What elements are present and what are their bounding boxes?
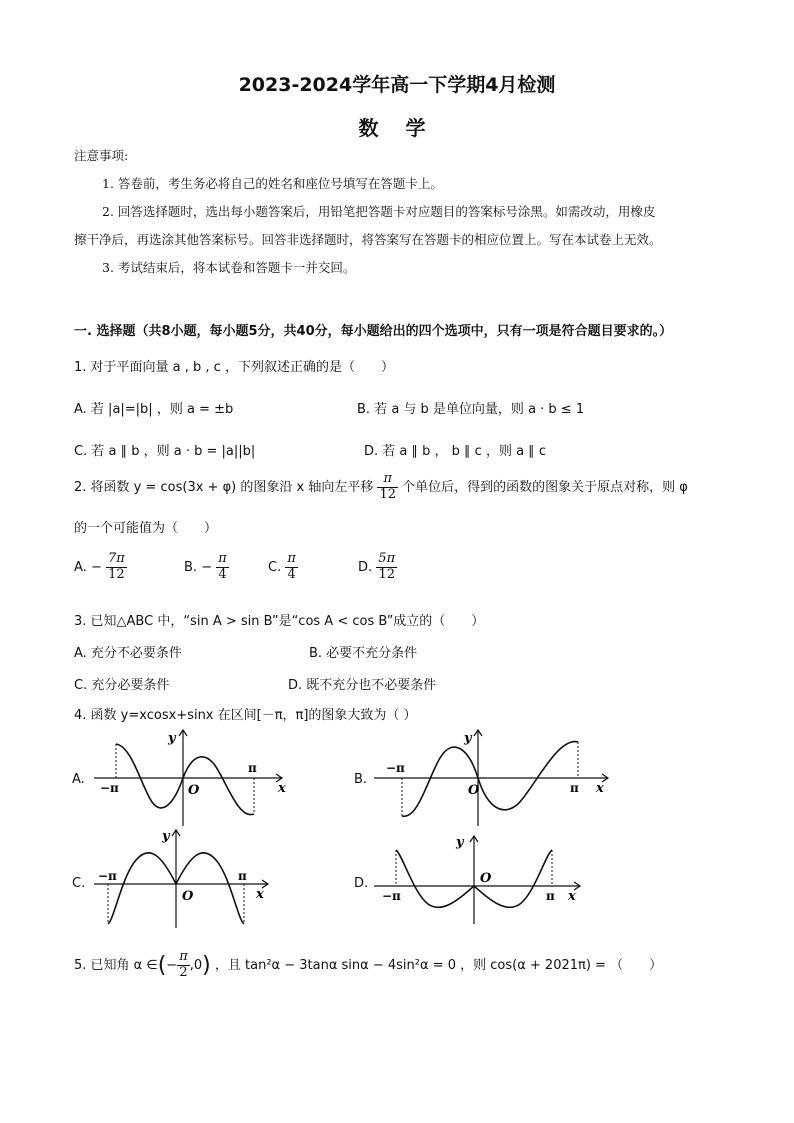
q3-stem: 3. 已知△ABC 中，“sin A > sin B”是“cos A < cos B”成立的（ ）: [74, 614, 485, 629]
graph-c-origin: O: [182, 889, 194, 904]
graph-b-y-label: y: [464, 731, 472, 746]
notice-item-3: 3. 考试结束后，将本试卷和答题卡一并交回。: [102, 260, 356, 275]
subject-title: 数 学: [358, 116, 436, 140]
graph-a-pos-pi: π: [248, 761, 257, 775]
graph-b-pos-pi: π: [570, 781, 579, 795]
q2-d-fraction: [376, 552, 397, 583]
q2-d-num: 5π: [378, 551, 396, 566]
q1-stem: 1. 对于平面向量 a , b , c ，下列叙述正确的是（ ）: [74, 360, 394, 375]
notice-item-2b: 擦干净后，再选涂其他答案标号。回答非选择题时，将答案写在答题卡的相应位置上。写在本试卷上无效。: [74, 232, 662, 247]
graph-a-neg-pi: −π: [100, 781, 119, 795]
q4-option-d-label: D.: [354, 876, 369, 891]
q2-shift-num: π: [377, 472, 398, 488]
q5-interval-tail: ,0: [189, 957, 203, 973]
q2-shift-fraction: [377, 472, 398, 503]
q2-a-num: 7π: [107, 551, 125, 566]
q5-interval-den: 2: [179, 964, 188, 980]
q2-c-den: 4: [287, 566, 296, 582]
graph-d-x-label: x: [568, 889, 576, 904]
q2-stem-b: 个单位后，得到的函数的图象关于原点对称，则 φ: [402, 479, 688, 495]
graph-a: [92, 728, 292, 828]
q2-d-den: 12: [378, 566, 395, 582]
exam-title: 2023-2024学年高一下学期4月检测: [238, 74, 556, 96]
q3-option-d: D. 既不充分也不必要条件: [288, 678, 437, 693]
graph-b-neg-pi: −π: [386, 761, 405, 775]
notice-item-1: 1. 答卷前，考生务必将自己的姓名和座位号填写在答题卡上。: [102, 176, 443, 191]
q4-stem: 4. 函数 y=xcosx+sinx 在区间[－π，π]的图象大致为（ ）: [74, 708, 417, 723]
q1-option-d: D. 若 a ∥ b ， b ∥ c ，则 a ∥ c: [364, 444, 546, 459]
q3-option-c: C. 充分必要条件: [74, 678, 170, 693]
q5-stem-b: ，且 tan²α − 3tanα sinα − 4sin²α = 0 ，则 cos(α + 2021π) = （ ）: [214, 957, 663, 973]
q5-interval-sign: −: [166, 957, 178, 973]
q1-option-c: C. 若 a ∥ b ，则 a · b = |a||b|: [74, 444, 256, 459]
notice-item-2a: 2. 回答选择题时，选出每小题答案后，用铅笔把答题卡对应题目的答案标号涂黑。如需改动，用橡皮: [102, 204, 656, 219]
graph-d-origin: O: [480, 871, 492, 886]
q2-stem-a: 2. 将函数 y = cos(3x + φ) 的图象沿 x 轴向左平移: [74, 479, 374, 495]
graph-a-x-label: x: [278, 781, 286, 796]
q4-option-c-label: C.: [72, 876, 86, 891]
graph-b-x-label: x: [596, 781, 604, 796]
graph-c-x-label: x: [256, 887, 264, 902]
q2-a-den: 12: [108, 566, 125, 582]
graph-d-y-label: y: [456, 835, 464, 850]
graph-c: [92, 826, 292, 930]
q2-b-fraction: [216, 552, 229, 583]
q2-shift-den: 12: [379, 486, 397, 502]
q3-option-b: B. 必要不充分条件: [309, 646, 418, 661]
graph-b: [372, 728, 612, 828]
q2-option-d: [358, 552, 397, 583]
q3-option-a: A. 充分不必要条件: [74, 646, 182, 661]
section-heading: 一. 选择题（共8小题，每小题5分，共40分，每小题给出的四个选项中，只有一项是符合题目要求的。）: [74, 324, 673, 339]
q2-option-a: [74, 552, 127, 583]
q2-stem-c: 的一个可能值为（ ）: [74, 521, 218, 536]
graph-d: [372, 832, 592, 926]
q1-option-a: A. 若 |a|=|b| ，则 a = ±b: [74, 402, 234, 417]
graph-c-y-label: y: [162, 829, 170, 844]
graph-d-pos-pi: π: [546, 889, 555, 903]
q2-d-label: D.: [358, 559, 373, 575]
q2-a-sign: −: [90, 559, 102, 575]
notice-heading: 注意事项:: [74, 148, 129, 163]
q2-b-label: B.: [184, 559, 198, 575]
graph-a-origin: O: [188, 783, 200, 798]
q2-a-label: A.: [74, 559, 87, 575]
graph-c-pos-pi: π: [238, 869, 247, 883]
q2-b-num: π: [218, 551, 227, 566]
q2-b-sign: −: [201, 559, 213, 575]
q5-stem-a: 5. 已知角 α ∈: [74, 957, 158, 973]
q2-c-num: π: [287, 551, 296, 566]
q4-option-a-label: A.: [72, 772, 85, 787]
q2-stem: [74, 472, 688, 503]
q1-option-b: B. 若 a 与 b 是单位向量，则 a · b ≤ 1: [357, 402, 585, 417]
q2-c-fraction: [285, 552, 298, 583]
q2-c-label: C.: [268, 559, 282, 575]
graph-d-neg-pi: −π: [382, 889, 401, 903]
q4-option-b-label: B.: [354, 772, 368, 787]
q2-b-den: 4: [218, 566, 227, 582]
q2-option-b: [184, 552, 229, 583]
graph-b-origin: O: [468, 783, 480, 798]
q5-interval-fraction: [177, 950, 190, 981]
graph-a-y-label: y: [168, 731, 176, 746]
q5-stem: 5. 已知角 α ∈(− $\frac{\pi}{2}$ ,0) ，且 tan²α − 3tanα sinα − 4sin²α = 0 ，则 cos(α + 2021π) = （ ）: [74, 949, 663, 980]
q2-option-c: [268, 552, 298, 583]
graph-c-neg-pi: −π: [98, 869, 117, 883]
q2-a-fraction: [106, 552, 127, 583]
q5-interval-num: π: [179, 949, 188, 964]
